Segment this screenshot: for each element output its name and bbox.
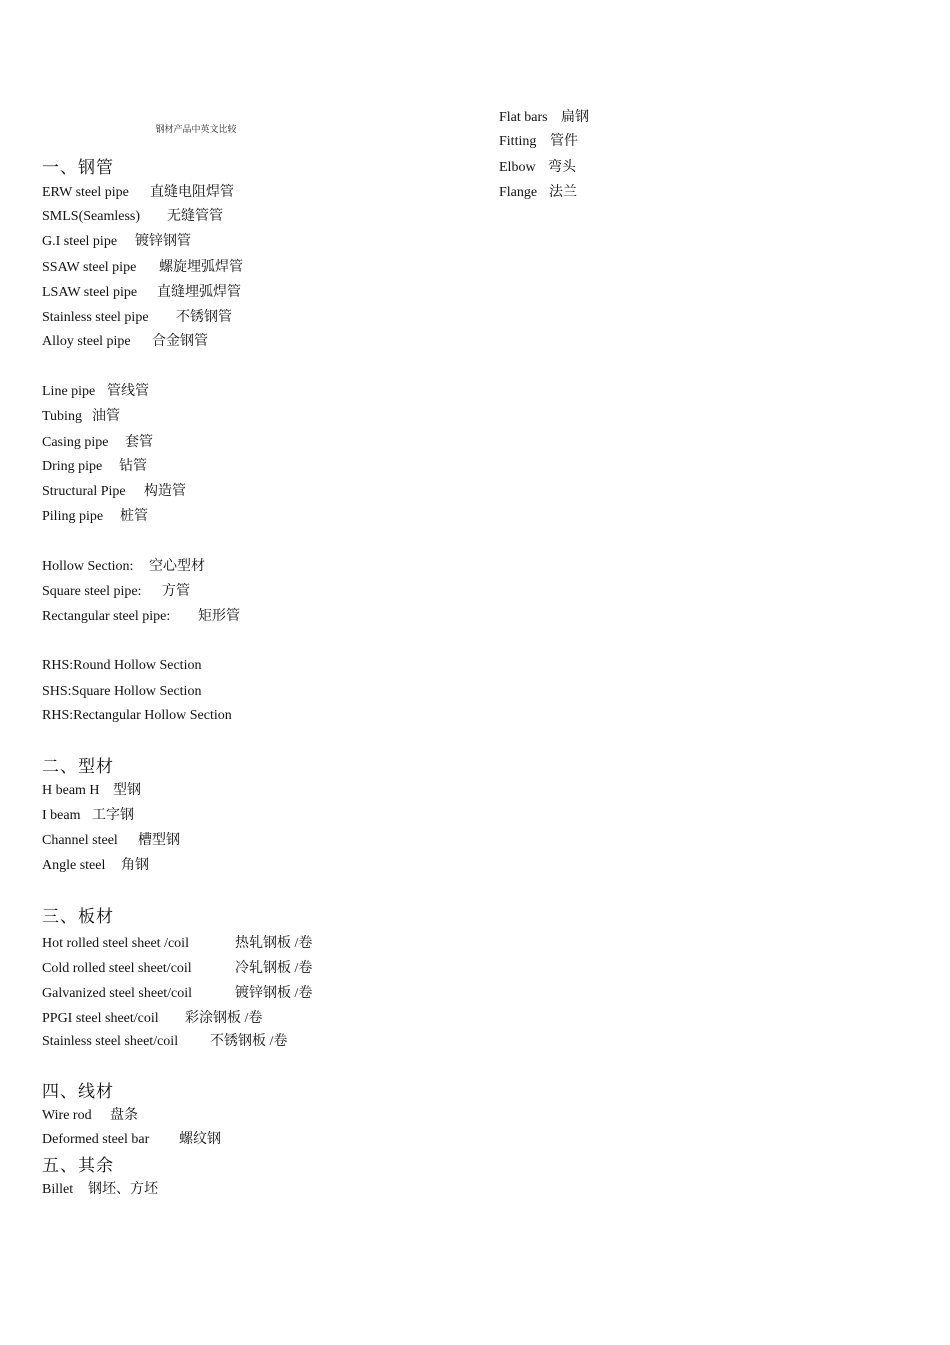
term-row [499, 184, 577, 202]
term-zh: 合金钢管 [152, 334, 208, 349]
term-en: Flat bars [499, 110, 548, 125]
term-zh: 热轧钢板 /卷 [235, 936, 313, 951]
term-zh: 钻管 [119, 459, 147, 474]
term-row [42, 1131, 221, 1149]
section-heading-pipe: 一、钢管 [42, 158, 114, 177]
term-zh: 型钢 [113, 783, 141, 798]
term-en: H beam H [42, 783, 100, 798]
term-row [42, 309, 232, 327]
term-en: Rectangular steel pipe: [42, 609, 171, 624]
term-en: Elbow [499, 160, 536, 175]
term-row [42, 284, 241, 302]
term-row [42, 1010, 262, 1028]
term-row [42, 1033, 287, 1051]
term-row [42, 383, 149, 401]
term-zh: 管件 [550, 134, 578, 149]
term-row [499, 133, 578, 151]
term-en: Piling pipe [42, 509, 104, 524]
term-en: Cold rolled steel sheet/coil [42, 961, 192, 976]
term-zh: 桩管 [120, 509, 148, 524]
term-zh: 直缝埋弧焊管 [157, 285, 241, 300]
term-row [42, 707, 232, 725]
term-row [42, 960, 312, 978]
term-zh: 套管 [125, 435, 153, 450]
term-en: Wire rod [42, 1108, 92, 1123]
term-zh: 镀锌钢管 [135, 234, 191, 249]
term-row [42, 483, 186, 501]
section-heading-profile: 二、型材 [42, 757, 114, 776]
term-zh: 螺旋埋弧焊管 [159, 260, 243, 275]
term-row [42, 807, 134, 825]
term-en: Deformed steel bar [42, 1132, 150, 1147]
term-row [42, 434, 153, 452]
term-zh: 钢坯、方坯 [88, 1182, 158, 1197]
term-zh: 空心型材 [149, 559, 205, 574]
term-zh: 方管 [162, 584, 190, 599]
term-zh: 矩形管 [198, 609, 240, 624]
term-zh: 不锈钢管 [176, 310, 232, 325]
term-row [42, 1107, 138, 1125]
term-zh: 法兰 [549, 185, 577, 200]
term-row [42, 508, 148, 526]
term-row [42, 233, 191, 251]
term-en: I beam [42, 808, 81, 823]
term-zh: 盘条 [110, 1108, 138, 1123]
term-en: Galvanized steel sheet/coil [42, 986, 193, 1001]
term-row [42, 657, 201, 675]
term-row [42, 208, 223, 226]
term-zh: 螺纹钢 [179, 1132, 221, 1147]
term-en: Angle steel [42, 858, 106, 873]
term-row [42, 832, 180, 850]
term-row [42, 333, 208, 351]
term-zh: 镀锌钢板 /卷 [235, 986, 313, 1001]
term-en: Structural Pipe [42, 484, 126, 499]
term-row [42, 683, 201, 701]
term-row [42, 558, 205, 576]
term-zh: 弯头 [548, 160, 576, 175]
term-row [42, 857, 149, 875]
document-title: 钢材产品中英文比较 [155, 124, 237, 134]
term-row [42, 184, 234, 202]
term-row [42, 408, 120, 426]
term-en: Channel steel [42, 833, 118, 848]
term-en: Square steel pipe: [42, 584, 142, 599]
section-heading-other: 五、其余 [42, 1156, 114, 1175]
term-en: RHS:Round Hollow Section [42, 658, 202, 673]
term-en: G.I steel pipe [42, 234, 118, 249]
term-en: Billet [42, 1182, 74, 1197]
term-zh: 直缝电阻焊管 [150, 185, 234, 200]
term-en: Casing pipe [42, 435, 109, 450]
term-en: Hollow Section: [42, 559, 134, 574]
term-zh: 无缝管管 [167, 209, 223, 224]
term-zh: 槽型钢 [138, 833, 180, 848]
term-row [499, 159, 576, 177]
term-en: Stainless steel sheet/coil [42, 1034, 179, 1049]
term-en: Flange [499, 185, 538, 200]
term-row [42, 583, 190, 601]
term-en: Hot rolled steel sheet /coil [42, 936, 189, 951]
term-row [42, 458, 147, 476]
term-en: Fitting [499, 134, 537, 149]
term-en: SSAW steel pipe [42, 260, 137, 275]
section-heading-wire: 四、线材 [42, 1082, 114, 1101]
term-en: RHS:Rectangular Hollow Section [42, 708, 232, 723]
term-en: Stainless steel pipe [42, 310, 149, 325]
term-row [42, 1181, 158, 1199]
term-row [42, 782, 141, 800]
section-heading-plate: 三、板材 [42, 907, 114, 926]
term-zh: 角钢 [121, 858, 149, 873]
term-row [499, 109, 589, 127]
term-row [42, 608, 240, 626]
term-en: PPGI steel sheet/coil [42, 1011, 159, 1026]
term-zh: 不锈钢板 /卷 [210, 1034, 288, 1049]
term-en: ERW steel pipe [42, 185, 129, 200]
term-zh: 彩涂钢板 /卷 [185, 1011, 263, 1026]
term-en: LSAW steel pipe [42, 285, 138, 300]
term-zh: 管线管 [107, 384, 149, 399]
term-en: Alloy steel pipe [42, 334, 131, 349]
term-en: Dring pipe [42, 459, 103, 474]
term-row [42, 259, 243, 277]
term-row [42, 985, 312, 1003]
term-zh: 扁钢 [561, 110, 589, 125]
term-en: SHS:Square Hollow Section [42, 684, 202, 699]
term-en: SMLS(Seamless) [42, 209, 140, 224]
term-en: Tubing [42, 409, 82, 424]
term-zh: 冷轧钢板 /卷 [235, 961, 313, 976]
term-zh: 工字钢 [92, 808, 134, 823]
term-row [42, 935, 312, 953]
term-zh: 油管 [92, 409, 120, 424]
term-en: Line pipe [42, 384, 96, 399]
term-zh: 构造管 [144, 484, 186, 499]
